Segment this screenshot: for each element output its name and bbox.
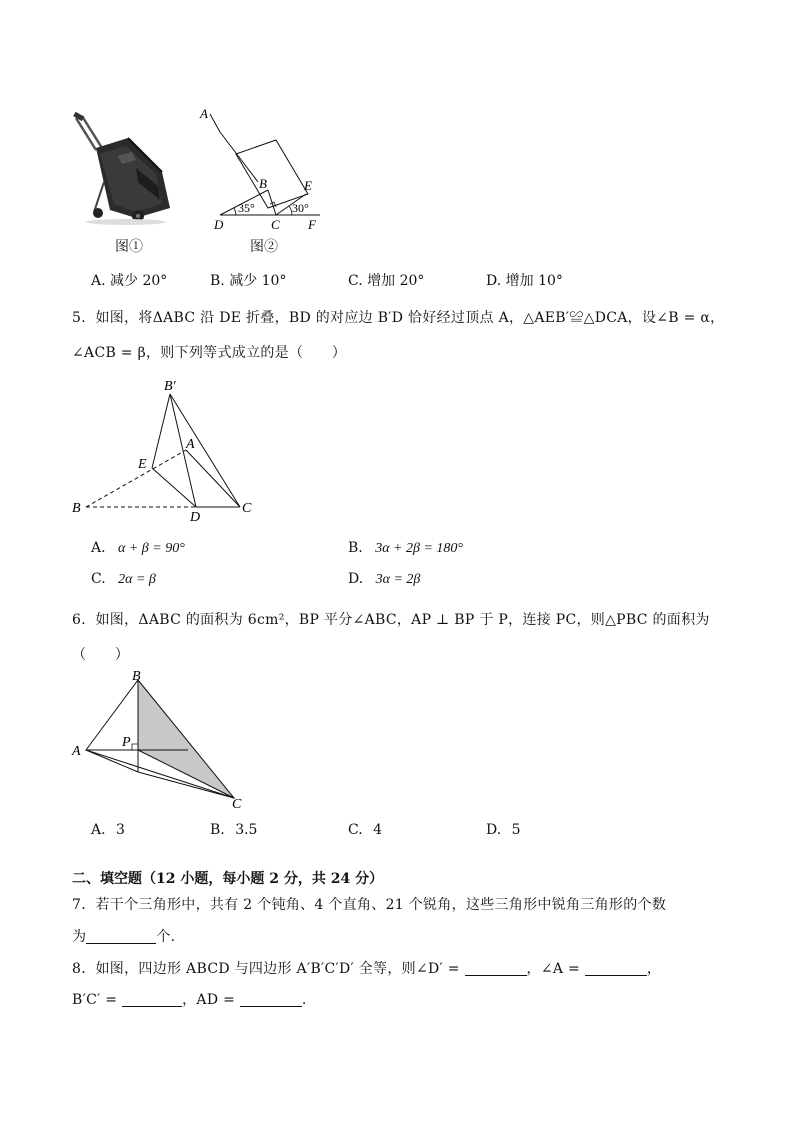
label-F: F (308, 217, 316, 232)
label-A: A (200, 106, 208, 121)
fold-triangle-diagram (66, 372, 266, 522)
label-D: D (214, 217, 224, 232)
option-letter: A. (91, 273, 106, 289)
angle-35: 35° (238, 201, 255, 215)
option-letter: B. (210, 822, 225, 838)
q5-stem-line1: 5．如图，将ΔABC 沿 DE 折叠，BD 的对应边 B′D 恰好经过顶点 A，△AEB′≌△DCA，设∠B = α， (72, 310, 725, 326)
label-C: C (242, 501, 252, 516)
q5-stem-line2: ∠ACB = β，则下列等式成立的是（ ） (72, 345, 347, 361)
q7-prefix: 为 (72, 929, 87, 945)
suitcase-image (66, 112, 178, 226)
option-text: 3 (116, 822, 125, 838)
label-A: A (186, 437, 195, 452)
option-letter: A. (91, 822, 106, 838)
q4-option-a[interactable] (91, 270, 167, 290)
q8-part4: B′C′ = (72, 992, 118, 1008)
q6-option-a[interactable] (91, 822, 125, 838)
option-letter: C. (348, 822, 363, 838)
option-letter: D. (486, 273, 502, 289)
option-letter: B. (210, 273, 225, 289)
q8-part3: ， (646, 961, 662, 977)
q4-option-d[interactable] (486, 270, 563, 290)
option-text: 3α = 2β (375, 572, 421, 587)
q8-blank-bc[interactable] (122, 992, 182, 1007)
q5-option-c[interactable] (91, 571, 156, 588)
q8-stem-line1 (72, 958, 661, 978)
figure-2-caption: 图② (250, 239, 278, 255)
q8-part5: ，AD = (182, 992, 236, 1008)
option-letter: D. (486, 822, 502, 838)
option-text: 3α + 2β = 180° (375, 541, 464, 556)
section-2-title: 二、填空题（12 小题，每小题 2 分，共 24 分） (72, 871, 384, 887)
label-E: E (138, 457, 147, 472)
label-B: B (132, 669, 141, 684)
q4-option-b[interactable] (210, 270, 286, 290)
q5-option-a[interactable] (91, 540, 185, 557)
q6-option-c[interactable] (348, 822, 382, 838)
q6-option-b[interactable] (210, 822, 257, 838)
figure-1-caption: 图① (115, 239, 143, 255)
angle-diagram (196, 102, 326, 232)
q8-blank-ad[interactable] (240, 992, 302, 1007)
q4-option-c[interactable] (348, 270, 424, 290)
option-text: α + β = 90° (118, 541, 185, 556)
option-text: 增加 20° (367, 273, 425, 289)
option-letter: B. (348, 540, 363, 556)
option-text: 5 (511, 822, 521, 838)
q5-option-b[interactable] (348, 540, 463, 557)
label-A: A (72, 744, 81, 759)
q7-stem-line1: 7．若干个三角形中，共有 2 个钝角、4 个直角、21 个锐角，这些三角形中锐角三角形的个数 (72, 897, 667, 913)
option-letter: C. (348, 273, 363, 289)
option-text: 2α = β (118, 572, 156, 587)
option-letter: C. (91, 571, 106, 587)
q7-stem-line2 (72, 926, 175, 946)
option-letter: A. (91, 540, 106, 556)
angle-30: 30° (292, 201, 309, 215)
option-text: 增加 10° (505, 273, 563, 289)
label-C: C (271, 217, 280, 232)
q8-part1: 8．如图，四边形 ABCD 与四边形 A′B′C′D′ 全等，则∠D′ = (72, 961, 460, 977)
label-C: C (232, 797, 242, 810)
label-B: B (259, 176, 267, 191)
q6-stem-line1: 6．如图，ΔABC 的面积为 6cm²，BP 平分∠ABC，AP ⊥ BP 于 P，连接 PC，则△PBC 的面积为 (72, 612, 710, 628)
q7-suffix: 个. (156, 929, 176, 945)
option-letter: D. (348, 571, 364, 587)
label-D: D (190, 510, 201, 522)
q8-blank-angle-d[interactable] (465, 961, 527, 976)
label-B: B (72, 501, 81, 516)
q8-part6: . (301, 992, 307, 1008)
label-E: E (304, 178, 312, 193)
q6-stem-line2: （ ） (72, 647, 130, 663)
q7-answer-blank[interactable] (86, 929, 156, 944)
label-P: P (122, 735, 131, 750)
q8-stem-line2 (72, 989, 307, 1009)
option-text: 4 (373, 822, 383, 838)
q6-option-d[interactable] (486, 822, 521, 838)
q8-part2: ，∠A = (526, 961, 581, 977)
option-text: 减少 20° (110, 273, 168, 289)
label-B-prime: B′ (164, 379, 176, 394)
q8-blank-angle-a[interactable] (585, 961, 647, 976)
bisector-triangle-diagram (66, 668, 256, 810)
option-text: 3.5 (235, 822, 258, 838)
option-text: 减少 10° (229, 273, 287, 289)
suitcase-figure (66, 112, 178, 226)
q5-option-d[interactable] (348, 571, 420, 588)
